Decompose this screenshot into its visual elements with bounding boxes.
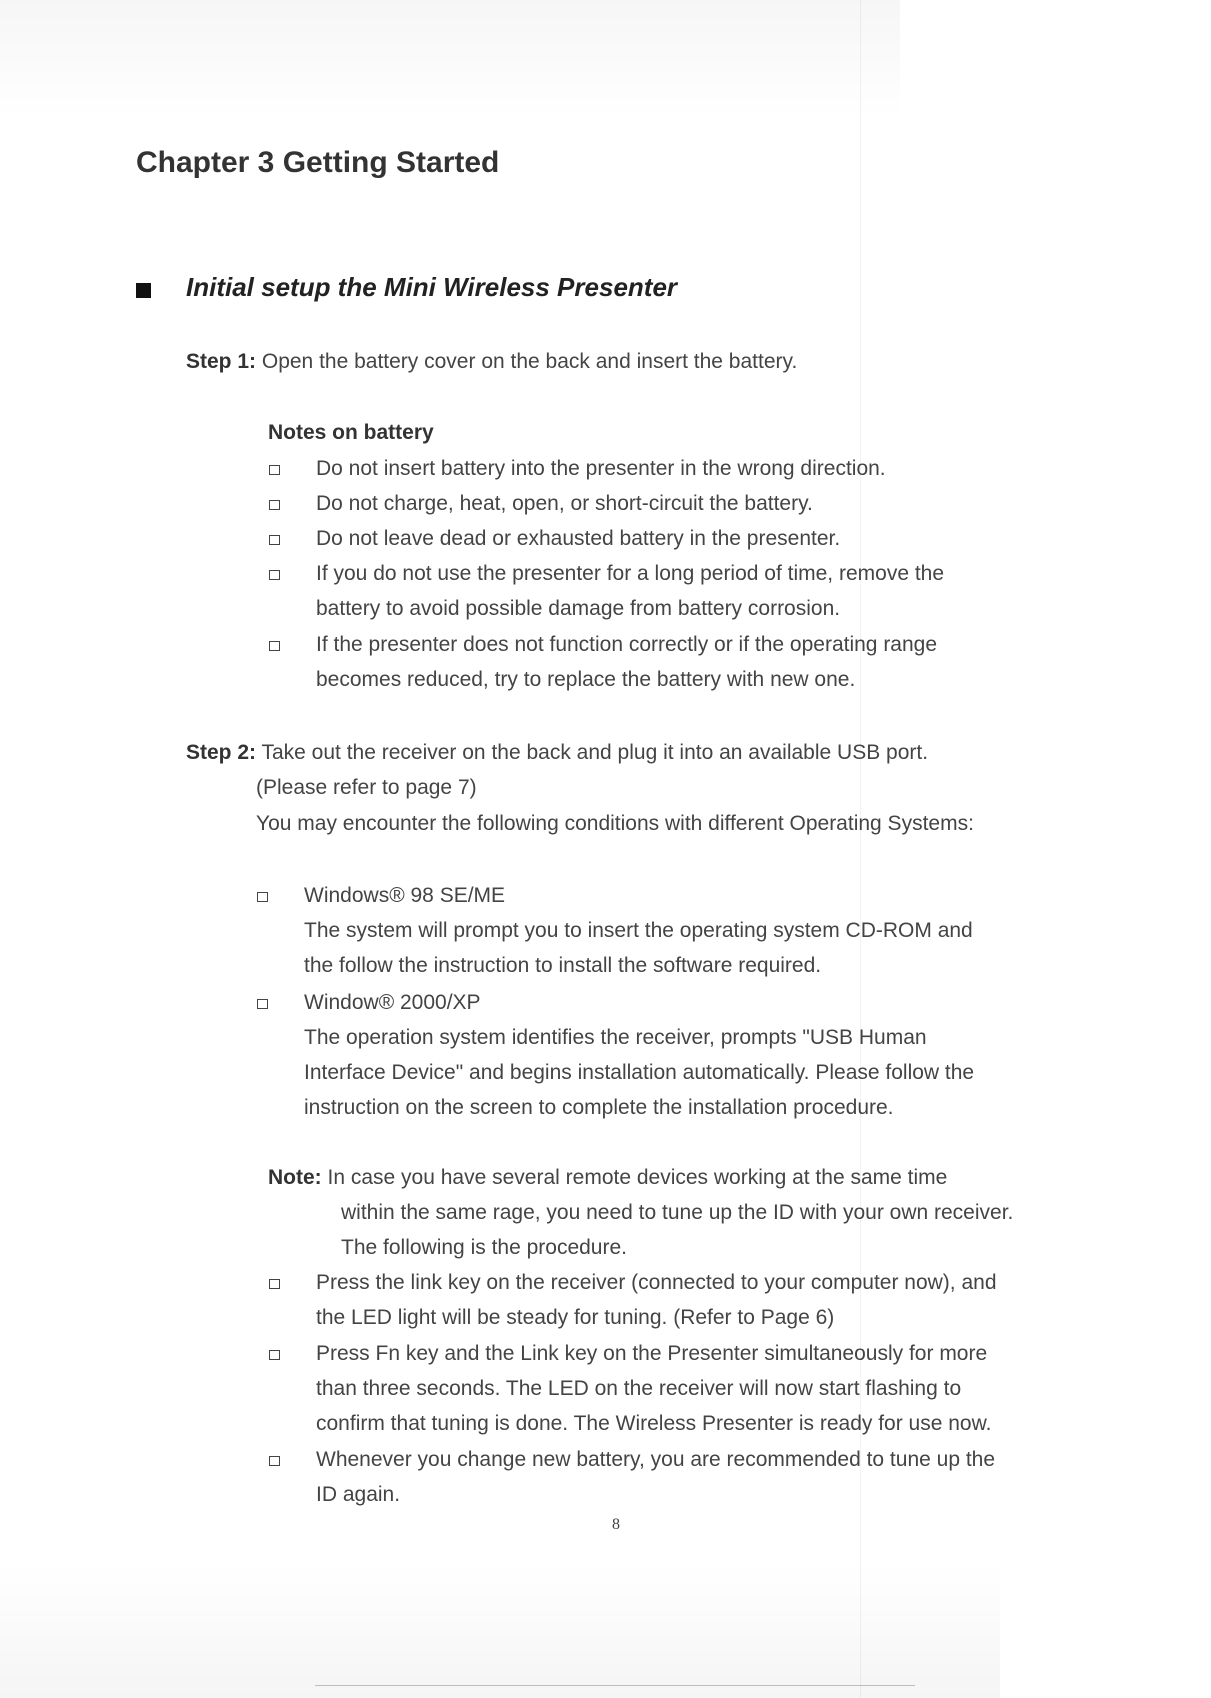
- note-label: Note:: [268, 1166, 322, 1189]
- page-number: 8: [612, 1516, 620, 1533]
- note-line-3: The following is the procedure.: [341, 1236, 627, 1259]
- checkbox-icon: [269, 1456, 280, 1466]
- note-item-3-line-2: ID again.: [316, 1483, 401, 1506]
- checkbox-icon: [269, 500, 280, 510]
- battery-note-1: Do not insert battery into the presenter in the wrong direction.: [316, 457, 886, 480]
- checkbox-icon: [257, 892, 268, 902]
- scan-shade-bottom: [0, 1560, 1000, 1698]
- step1-label: Step 1:: [186, 350, 257, 373]
- battery-note-5-line-2: becomes reduced, try to replace the battery with new one.: [316, 668, 856, 691]
- os-item-1-title: Windows® 98 SE/ME: [304, 884, 506, 907]
- note-item-2-line-3: confirm that tuning is done. The Wireless Presenter is ready for use now.: [316, 1412, 992, 1435]
- os-item-2-line-3: instruction on the screen to complete the installation procedure.: [304, 1096, 894, 1119]
- battery-note-5-line-1: If the presenter does not function correctly or if the operating range: [316, 633, 938, 656]
- note-item-1-line-2: the LED light will be steady for tuning. (Refer to Page 6): [316, 1306, 835, 1329]
- os-item-1-line-2: the follow the instruction to install the software required.: [304, 954, 822, 977]
- battery-note-4-line-2: battery to avoid possible damage from battery corrosion.: [316, 597, 841, 620]
- checkbox-icon: [269, 465, 280, 475]
- step2-label: Step 2:: [186, 741, 257, 764]
- note-item-3-line-1: Whenever you change new battery, you are recommended to tune up the: [316, 1448, 996, 1471]
- chapter-title: Chapter 3 Getting Started: [136, 146, 500, 179]
- os-item-2-title: Window® 2000/XP: [304, 991, 481, 1014]
- step2-intro: You may encounter the following conditions with different Operating Systems:: [256, 812, 974, 835]
- battery-note-2: Do not charge, heat, open, or short-circuit the battery.: [316, 492, 813, 515]
- note-item-1-line-1: Press the link key on the receiver (connected to your computer now), and: [316, 1271, 997, 1294]
- battery-note-3: Do not leave dead or exhausted battery in the presenter.: [316, 527, 841, 550]
- note-line-1: [268, 1166, 947, 1190]
- step1-text: Open the battery cover on the back and insert the battery.: [261, 350, 798, 373]
- step1-line: [186, 350, 797, 374]
- scan-shade-top: [0, 0, 900, 120]
- os-item-2-line-1: The operation system identifies the receiver, prompts "USB Human: [304, 1026, 927, 1049]
- checkbox-icon: [269, 1279, 280, 1289]
- battery-note-4-line-1: If you do not use the presenter for a long period of time, remove the: [316, 562, 945, 585]
- scan-fold-line: [860, 0, 861, 1698]
- section-title: Initial setup the Mini Wireless Presenter: [186, 272, 678, 302]
- checkbox-icon: [269, 570, 280, 580]
- checkbox-icon: [257, 999, 268, 1009]
- os-item-1-line-1: The system will prompt you to insert the operating system CD-ROM and: [304, 919, 973, 942]
- note-item-2-line-2: than three seconds. The LED on the receiver will now start flashing to: [316, 1377, 962, 1400]
- checkbox-icon: [269, 1350, 280, 1360]
- os-item-2-line-2: Interface Device" and begins installation automatically. Please follow the: [304, 1061, 975, 1084]
- step2-line: [186, 741, 928, 765]
- section-bullet-icon: [136, 283, 151, 298]
- battery-notes-heading: Notes on battery: [268, 421, 434, 444]
- note-item-2-line-1: Press Fn key and the Link key on the Presenter simultaneously for more: [316, 1342, 988, 1365]
- step2-page-ref: (Please refer to page 7): [256, 776, 477, 799]
- checkbox-icon: [269, 535, 280, 545]
- bottom-rule: [315, 1685, 915, 1686]
- step2-text: Take out the receiver on the back and plug it into an available USB port.: [261, 741, 929, 764]
- note-text-1: In case you have several remote devices working at the same time: [327, 1166, 948, 1189]
- checkbox-icon: [269, 641, 280, 651]
- note-line-2: within the same rage, you need to tune up the ID with your own receiver.: [341, 1201, 1014, 1224]
